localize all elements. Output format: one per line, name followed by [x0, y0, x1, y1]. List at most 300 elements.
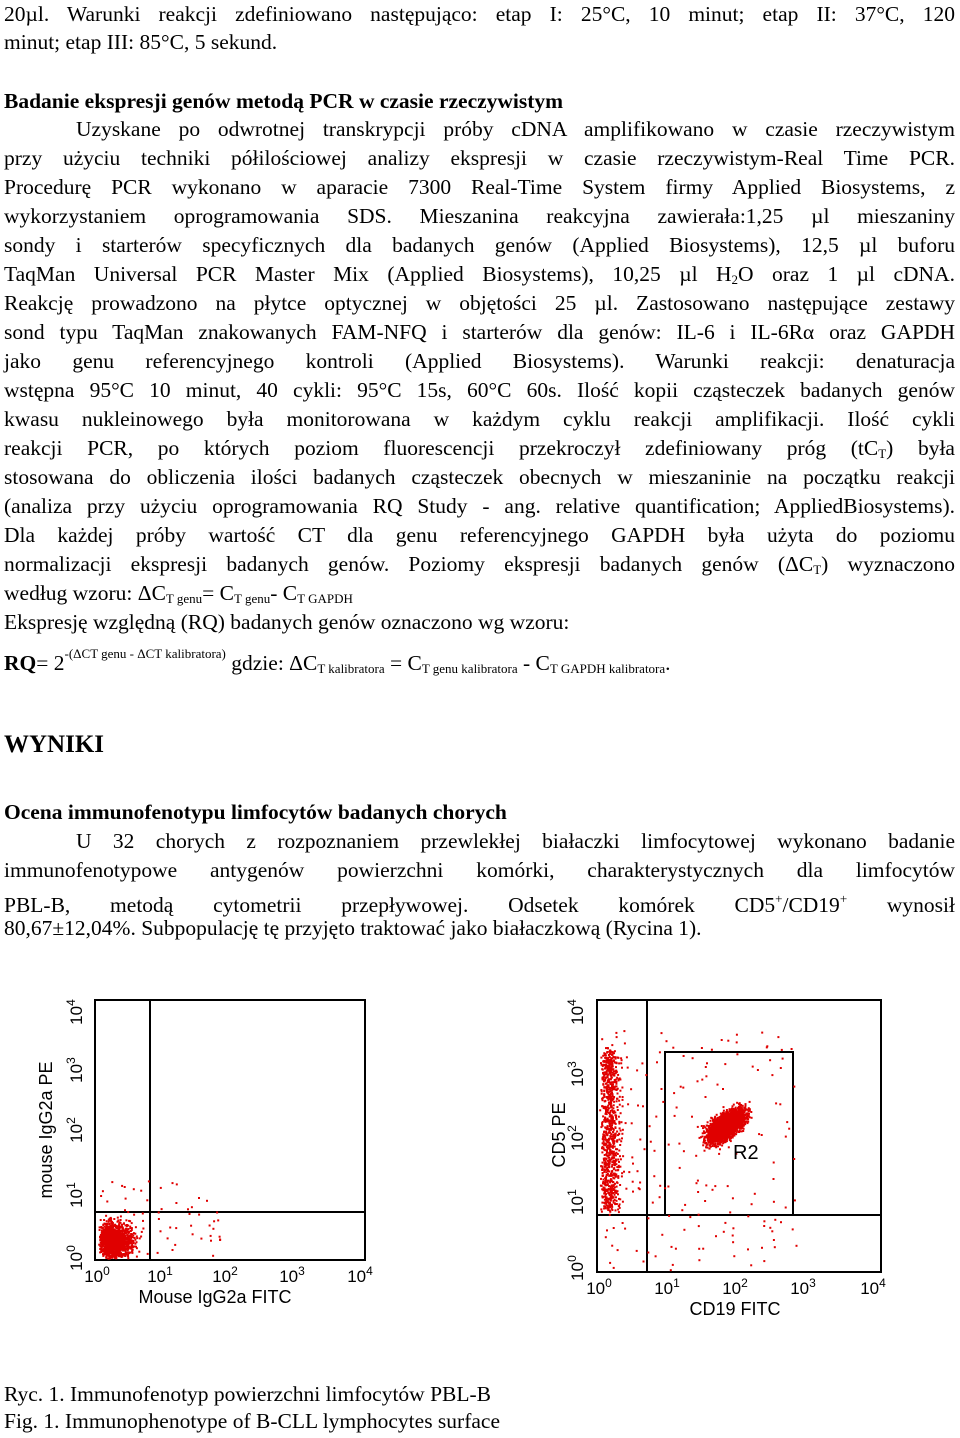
event-dot [722, 1134, 724, 1136]
event-dot [743, 1116, 745, 1118]
event-dot [615, 1133, 617, 1135]
event-dot [101, 1233, 103, 1235]
event-dot [612, 1056, 614, 1058]
event-dot [613, 1200, 615, 1202]
event-dot [618, 1123, 620, 1125]
event-dot [602, 1147, 604, 1149]
text-line: wykorzystaniem oprogramowania SDS. Mieszanina reakcyjna zawierała:1,25 µl mieszaniny [4, 204, 955, 228]
event-dot [619, 1144, 621, 1146]
event-dot [134, 1246, 136, 1248]
event-dot [710, 1117, 712, 1119]
event-dot [124, 1250, 126, 1252]
event-dot [617, 1159, 619, 1161]
event-dot [618, 1062, 620, 1064]
event-dot [622, 1096, 624, 1098]
text-line: Ekspresję względną (RQ) badanych genów oznaczono wg wzoru: [4, 610, 570, 634]
event-dot [730, 1126, 732, 1128]
event-dot [615, 1209, 617, 1211]
event-dot [612, 1155, 614, 1157]
tick-exponent: 1 [166, 1264, 173, 1278]
event-dot [607, 1134, 609, 1136]
event-dot [713, 1132, 715, 1134]
event-dot [621, 1175, 623, 1177]
event-dot [124, 1209, 126, 1211]
event-dot [212, 1228, 214, 1230]
event-dot [108, 1221, 110, 1223]
tick-label [84, 1264, 110, 1286]
text-line: immunofenotypowe antygenów powierzchni komórki, charakterystycznych dla limfocytów [4, 858, 955, 882]
event-dot [127, 1255, 129, 1257]
event-dot [750, 1111, 752, 1113]
text-span: /CD19 [782, 893, 840, 917]
event-dot [606, 1082, 608, 1084]
event-dot [187, 1208, 189, 1210]
event-dot [115, 1235, 117, 1237]
event-dot [161, 1208, 163, 1210]
event-dot [106, 1237, 108, 1239]
event-dot [716, 1121, 718, 1123]
event-dot [746, 1112, 748, 1114]
event-dot [611, 1198, 613, 1200]
event-dot [157, 1252, 159, 1254]
event-dot [106, 1226, 108, 1228]
subscript: T genu kalibratora [421, 661, 518, 676]
event-dot [610, 1092, 612, 1094]
event-dot [611, 1125, 613, 1127]
event-dot [718, 1135, 720, 1137]
event-dot [749, 1108, 751, 1110]
text-span: = C [384, 651, 422, 675]
event-dot [216, 1212, 218, 1214]
event-dot [106, 1220, 108, 1222]
event-dot [712, 1123, 714, 1125]
subscript: T GAPDH kalibratora [549, 661, 666, 676]
event-dot [620, 1062, 622, 1064]
event-dot [619, 1207, 621, 1209]
event-dot [616, 1100, 618, 1102]
event-dot [128, 1220, 130, 1222]
event-dot [608, 1202, 610, 1204]
event-dot [109, 1256, 111, 1258]
event-dot [114, 1240, 116, 1242]
event-dot [751, 1117, 753, 1119]
event-dot [603, 1093, 605, 1095]
subscript: T kalibratora [317, 661, 385, 676]
event-dot [732, 1105, 734, 1107]
event-dot [615, 1169, 617, 1171]
event-dot [100, 1219, 102, 1221]
event-dot [603, 1107, 605, 1109]
plot-frame [597, 1000, 881, 1272]
event-dot [605, 1202, 607, 1204]
event-dot [175, 1202, 177, 1204]
text-line [4, 436, 955, 466]
event-dot [604, 1189, 606, 1191]
event-dot [609, 1049, 611, 1051]
event-dot [103, 1234, 105, 1236]
event-dot [717, 1130, 719, 1132]
event-dot [703, 1142, 705, 1144]
event-dot [131, 1233, 133, 1235]
event-dot [99, 1245, 101, 1247]
event-dot [116, 1232, 118, 1234]
isotype-control-plot [30, 990, 390, 1310]
event-dot [740, 1109, 742, 1111]
event-dot [599, 1109, 601, 1111]
event-dot [617, 1057, 619, 1059]
event-dot [210, 1240, 212, 1242]
event-dot [744, 1108, 746, 1110]
event-dot [712, 1119, 714, 1121]
event-dot [200, 1238, 202, 1240]
event-dot [601, 1211, 603, 1213]
event-dot [610, 1110, 612, 1112]
formula-line [4, 581, 353, 611]
event-dot [116, 1227, 118, 1229]
event-dot [703, 1130, 705, 1132]
event-dot [109, 1223, 111, 1225]
event-dot [747, 1118, 749, 1120]
event-dot [130, 1237, 132, 1239]
event-dot [745, 1121, 747, 1123]
event-dot [118, 1237, 120, 1239]
tick-label [64, 1182, 86, 1208]
event-dot [612, 1131, 614, 1133]
event-dot [736, 1102, 738, 1104]
event-dot [710, 1128, 712, 1130]
event-dot [120, 1237, 122, 1239]
event-dot [122, 1253, 124, 1255]
event-dot [139, 1237, 141, 1239]
event-dot [734, 1122, 736, 1124]
event-dot [132, 1234, 134, 1236]
event-dot [705, 1146, 707, 1148]
event-dot [619, 1096, 621, 1098]
event-dot [191, 1206, 193, 1208]
event-dot [716, 1114, 718, 1116]
event-dot [622, 1105, 624, 1107]
tick-label [64, 1245, 86, 1271]
y-axis-label: mouse IgG2a PE [36, 1061, 56, 1199]
event-dot [737, 1119, 739, 1121]
event-dot [601, 1202, 603, 1204]
event-dot [741, 1127, 743, 1129]
event-dot [712, 1136, 714, 1138]
event-dot [120, 1239, 122, 1241]
event-dot [610, 1129, 612, 1131]
event-dot [610, 1136, 612, 1138]
event-dot [603, 1149, 605, 1151]
tick-label [64, 1117, 86, 1143]
event-dot [116, 1249, 118, 1251]
event-dot [120, 1231, 122, 1233]
event-dot [136, 1256, 138, 1258]
event-dot [118, 1227, 120, 1229]
event-dot [121, 1185, 123, 1187]
event-dot [731, 1109, 733, 1111]
tick-base: 10 [67, 1063, 86, 1083]
event-dot [617, 1175, 619, 1177]
event-dot [618, 1161, 620, 1163]
tick-base: 10 [347, 1267, 367, 1286]
event-dot [609, 1211, 611, 1213]
event-dot [601, 1169, 603, 1171]
event-dot [109, 1243, 111, 1245]
tick-exponent: 4 [366, 1264, 373, 1278]
event-dot [120, 1219, 122, 1221]
event-dot [719, 1120, 721, 1122]
event-dot [130, 1230, 132, 1232]
event-dot [719, 1144, 721, 1146]
text-line: przy użyciu techniki półilościowej analizy ekspresji w czasie rzeczywistym-Real Time PCR. [4, 146, 955, 170]
event-dot [109, 1240, 111, 1242]
event-dot [613, 1152, 615, 1154]
event-dot [620, 1057, 622, 1059]
event-dot [713, 1125, 715, 1127]
event-dot [112, 1234, 114, 1236]
event-dot [710, 1120, 712, 1122]
event-dot [608, 1081, 610, 1083]
event-dot [121, 1241, 123, 1243]
event-dot [729, 1109, 731, 1111]
event-dot [133, 1237, 135, 1239]
event-dot [125, 1237, 127, 1239]
event-dot [603, 1160, 605, 1162]
event-dot [121, 1233, 123, 1235]
event-dot [604, 1121, 606, 1123]
event-dot [709, 1132, 711, 1134]
event-dot [99, 1236, 101, 1238]
event-dot [737, 1121, 739, 1123]
event-dot [623, 1171, 625, 1173]
x-axis-label: Mouse IgG2a FITC [138, 1287, 292, 1307]
event-dot [120, 1215, 122, 1217]
event-dot [123, 1239, 125, 1241]
event-dot [734, 1127, 736, 1129]
event-dot [733, 1113, 735, 1115]
event-dot [148, 1180, 150, 1182]
subscript: 2 [731, 272, 739, 287]
event-dot [111, 1257, 113, 1259]
event-dot [607, 1047, 609, 1049]
event-dot [612, 1068, 614, 1070]
event-dot [715, 1146, 717, 1148]
event-dot [127, 1249, 129, 1251]
event-dot [706, 1136, 708, 1138]
event-dot [742, 1120, 744, 1122]
event-dot [729, 1139, 731, 1141]
event-dot [608, 1192, 610, 1194]
event-dot [607, 1076, 609, 1078]
event-dot [105, 1232, 107, 1234]
text-span: = 2 [36, 651, 65, 675]
event-dot [619, 1090, 621, 1092]
event-dot [100, 1239, 102, 1241]
text-span: ) była [886, 436, 955, 460]
event-dot [610, 1072, 612, 1074]
event-dot [130, 1239, 132, 1241]
event-dot [730, 1124, 732, 1126]
event-dot [617, 1190, 619, 1192]
event-dot [619, 1184, 621, 1186]
event-dot [746, 1116, 748, 1118]
event-dot [606, 1198, 608, 1200]
event-dot [600, 1126, 602, 1128]
dot-plot-left [30, 990, 390, 1310]
event-dot [600, 1208, 602, 1210]
event-dot [604, 1080, 606, 1082]
event-dot [713, 1128, 715, 1130]
event-dot [611, 1174, 613, 1176]
event-dot [615, 1196, 617, 1198]
event-dot [138, 1251, 140, 1253]
cd5-cd19-plot [535, 990, 925, 1325]
text-span: TaqMan Universal PCR Master Mix (Applied Biosystems), 10,25 µl H [4, 262, 732, 286]
event-dot [600, 1057, 602, 1059]
event-dot [616, 1148, 618, 1150]
event-dot [627, 1103, 629, 1105]
event-dot [124, 1186, 126, 1188]
event-dot [112, 1241, 114, 1243]
event-dot [604, 1096, 606, 1098]
event-dot [604, 1207, 606, 1209]
event-dot [602, 1138, 604, 1140]
event-dots [98, 1180, 221, 1259]
event-dot [128, 1247, 130, 1249]
event-dot [219, 1239, 221, 1241]
event-dot [109, 1251, 111, 1253]
event-dot [160, 1230, 162, 1232]
event-dot [622, 1129, 624, 1131]
text-line [4, 887, 955, 917]
text-line: minut; etap III: 85°C, 5 sekund. [4, 30, 278, 54]
tick-base: 10 [67, 1251, 86, 1271]
event-dot [146, 1199, 148, 1201]
event-dot [607, 1105, 609, 1107]
event-dot [610, 1133, 612, 1135]
text-span: = C [202, 581, 234, 605]
event-dot [601, 1093, 603, 1095]
event-dot [744, 1123, 746, 1125]
event-dot [615, 1127, 617, 1129]
event-dot [606, 1058, 608, 1060]
event-dot [127, 1236, 129, 1238]
event-dot [711, 1133, 713, 1135]
event-dot [619, 1139, 621, 1141]
event-dot [609, 1206, 611, 1208]
event-dot [116, 1254, 118, 1256]
event-dot [120, 1252, 122, 1254]
event-dot [611, 1206, 613, 1208]
event-dot [127, 1211, 129, 1213]
event-dot [617, 1093, 619, 1095]
event-dot [697, 1126, 699, 1128]
event-dot [615, 1163, 617, 1165]
event-dot [102, 1245, 104, 1247]
event-dot [133, 1188, 135, 1190]
event-dot [726, 1109, 728, 1111]
event-dot [610, 1122, 612, 1124]
event-dot [745, 1105, 747, 1107]
event-dot [206, 1200, 208, 1202]
event-dot [615, 1154, 617, 1156]
event-dot [744, 1111, 746, 1113]
event-dot [731, 1121, 733, 1123]
text-line: 20µl. Warunki reakcji zdefiniowano następująco: etap I: 25°C, 10 minut; etap II: 37°C, 120 [4, 2, 955, 26]
event-dot [115, 1256, 117, 1258]
event-dot [719, 1138, 721, 1140]
event-dot [620, 1112, 622, 1114]
event-dot [602, 1181, 604, 1183]
event-dot [607, 1181, 609, 1183]
event-dot [741, 1130, 743, 1132]
event-dot [600, 1185, 602, 1187]
event-dot [603, 1168, 605, 1170]
text-line: wstępna 95°C 10 minut, 40 cykli: 95°C 15s, 60°C 60s. Ilość kopii cząsteczek badanych genów [4, 378, 955, 402]
event-dot [604, 1117, 606, 1119]
event-dot [102, 1238, 104, 1240]
event-dot [621, 1087, 623, 1089]
text-line [4, 552, 955, 582]
event-dot [142, 1228, 144, 1230]
event-dot [125, 1228, 127, 1230]
event-dot [136, 1237, 138, 1239]
event-dot [104, 1238, 106, 1240]
event-dot [124, 1235, 126, 1237]
event-dot [728, 1116, 730, 1118]
event-dot [117, 1245, 119, 1247]
event-dot [602, 1167, 604, 1169]
event-dot [613, 1104, 615, 1106]
event-dot [189, 1213, 191, 1215]
event-dot [611, 1105, 613, 1107]
event-dot [613, 1129, 615, 1131]
event-dot [122, 1227, 124, 1229]
text-line: Dla każdej próby wartość CT dla genu referencyjnego GAPDH była użyta do poziomu [4, 523, 955, 547]
event-dot [709, 1135, 711, 1137]
event-dot [175, 1227, 177, 1229]
subscript: T GAPDH [297, 591, 353, 606]
event-dot [612, 1063, 614, 1065]
event-dot [209, 1225, 211, 1227]
event-dot [611, 1185, 613, 1187]
event-dot [121, 1224, 123, 1226]
tick-base: 10 [84, 1267, 104, 1286]
event-dot [721, 1121, 723, 1123]
event-dot [742, 1124, 744, 1126]
tick-exponent: 3 [64, 1057, 78, 1064]
event-dot [613, 1157, 615, 1159]
event-dot [142, 1220, 144, 1222]
event-dot [612, 1051, 614, 1053]
event-dot [611, 1157, 613, 1159]
event-dot [738, 1115, 740, 1117]
event-dot [617, 1074, 619, 1076]
event-dot [605, 1077, 607, 1079]
event-dot [719, 1131, 721, 1133]
text-line: sond typu TaqMan znakowanych FAM-NFQ i starterów dla genów: IL-6 i IL-6Rα oraz GAPDH [4, 320, 955, 344]
event-dot [130, 1248, 132, 1250]
event-dot [611, 1209, 613, 1211]
event-dot [608, 1139, 610, 1141]
subscript: T [813, 562, 822, 577]
event-dot [131, 1222, 133, 1224]
event-dot [609, 1151, 611, 1153]
subscript: T genu [234, 591, 271, 606]
text-span: ) wyznaczono [821, 552, 955, 576]
event-dot [141, 1231, 143, 1233]
text-span: - C [270, 581, 298, 605]
